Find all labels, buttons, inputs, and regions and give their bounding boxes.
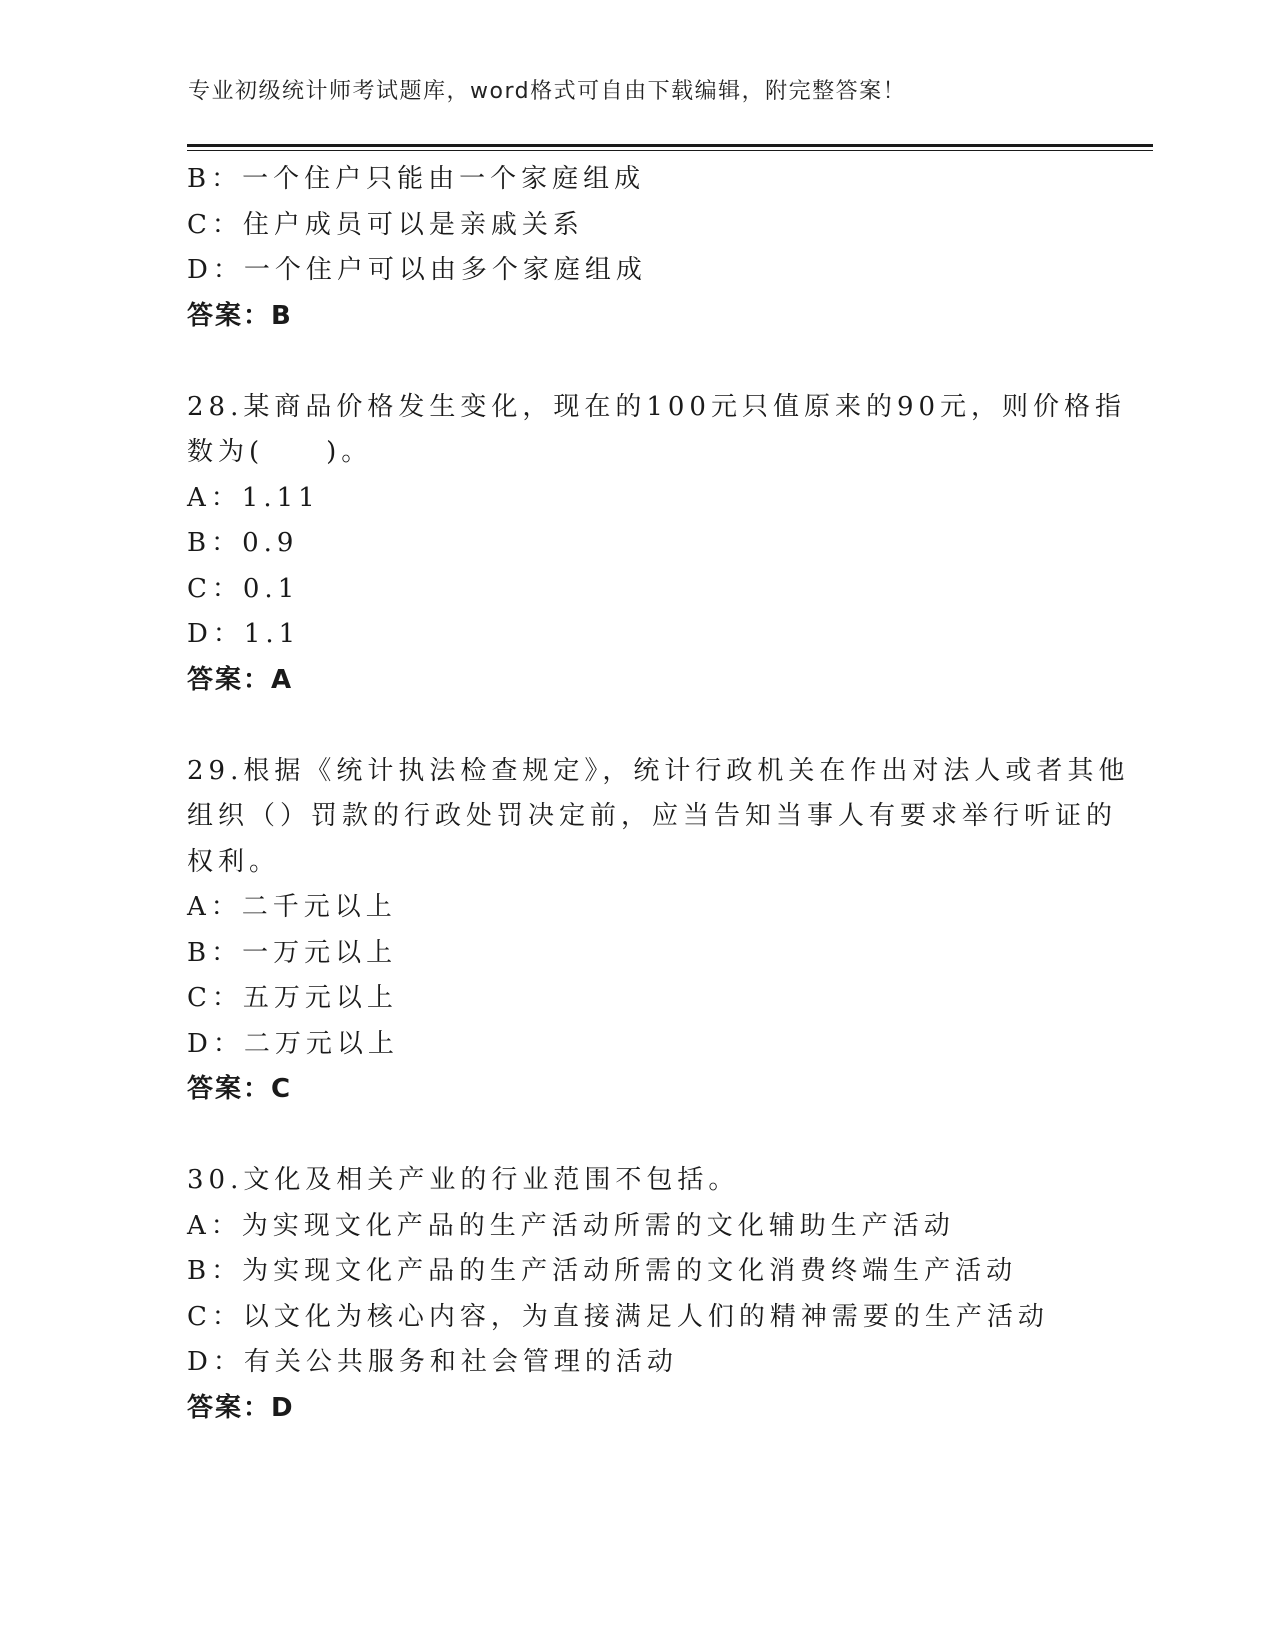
question-29 — [187, 749, 1130, 1113]
option-d: D：一个住户可以由多个家庭组成 — [187, 255, 647, 285]
question-30 — [187, 1158, 1087, 1431]
option-a: A：为实现文化产品的生产活动所需的文化辅助生产活动 — [187, 1210, 955, 1241]
option-b: B：一万元以上 — [187, 937, 398, 968]
question-stem: 组织（）罚款的行政处罚决定前，应当告知当事人有要求举行听证的 — [187, 801, 1118, 831]
spacer — [187, 339, 1087, 385]
answer-line: 答案：A — [187, 664, 294, 695]
question-list — [187, 157, 1130, 1431]
header-rule-thick — [187, 144, 1153, 147]
option-a: A：二千元以上 — [187, 892, 397, 922]
answer-line: 答案：C — [187, 1074, 293, 1104]
option-b: B：为实现文化产品的生产活动所需的文化消费终端生产活动 — [187, 1256, 1018, 1286]
option-c: C：0.1 — [187, 573, 300, 604]
question-stem: 28.某商品价格发生变化，现在的100元只值原来的90元，则价格指 — [187, 391, 1127, 422]
option-b: B：一个住户只能由一个家庭组成 — [187, 164, 646, 194]
question-stem: 权利。 — [187, 846, 281, 877]
option-c: C：五万元以上 — [187, 983, 398, 1013]
spacer — [187, 703, 1087, 749]
option-b: B：0.9 — [187, 528, 299, 558]
option-d: D：二万元以上 — [187, 1028, 399, 1059]
option-c: C：以文化为核心内容，为直接满足人们的精神需要的生产活动 — [187, 1301, 1049, 1332]
answer-line: 答案：D — [187, 1392, 295, 1423]
option-d: D：1.1 — [187, 619, 301, 649]
answer-line: 答案：B — [187, 300, 293, 331]
question-27 — [187, 157, 1087, 339]
page-header: 专业初级统计师考试题库，word格式可自由下载编辑，附完整答案！ — [188, 79, 907, 104]
question-stem: 数为( )。 — [187, 437, 373, 467]
spacer — [187, 1113, 1087, 1159]
question-stem: 30.文化及相关产业的行业范围不包括。 — [187, 1165, 740, 1195]
question-28 — [187, 385, 1127, 704]
option-d: D：有关公共服务和社会管理的活动 — [187, 1347, 678, 1377]
option-a: A：1.11 — [187, 482, 320, 513]
header-rule-thin — [187, 150, 1153, 151]
question-stem: 29.根据《统计执法检查规定》，统计行政机关在作出对法人或者其他 — [187, 755, 1130, 786]
option-c: C：住户成员可以是亲戚关系 — [187, 209, 584, 240]
